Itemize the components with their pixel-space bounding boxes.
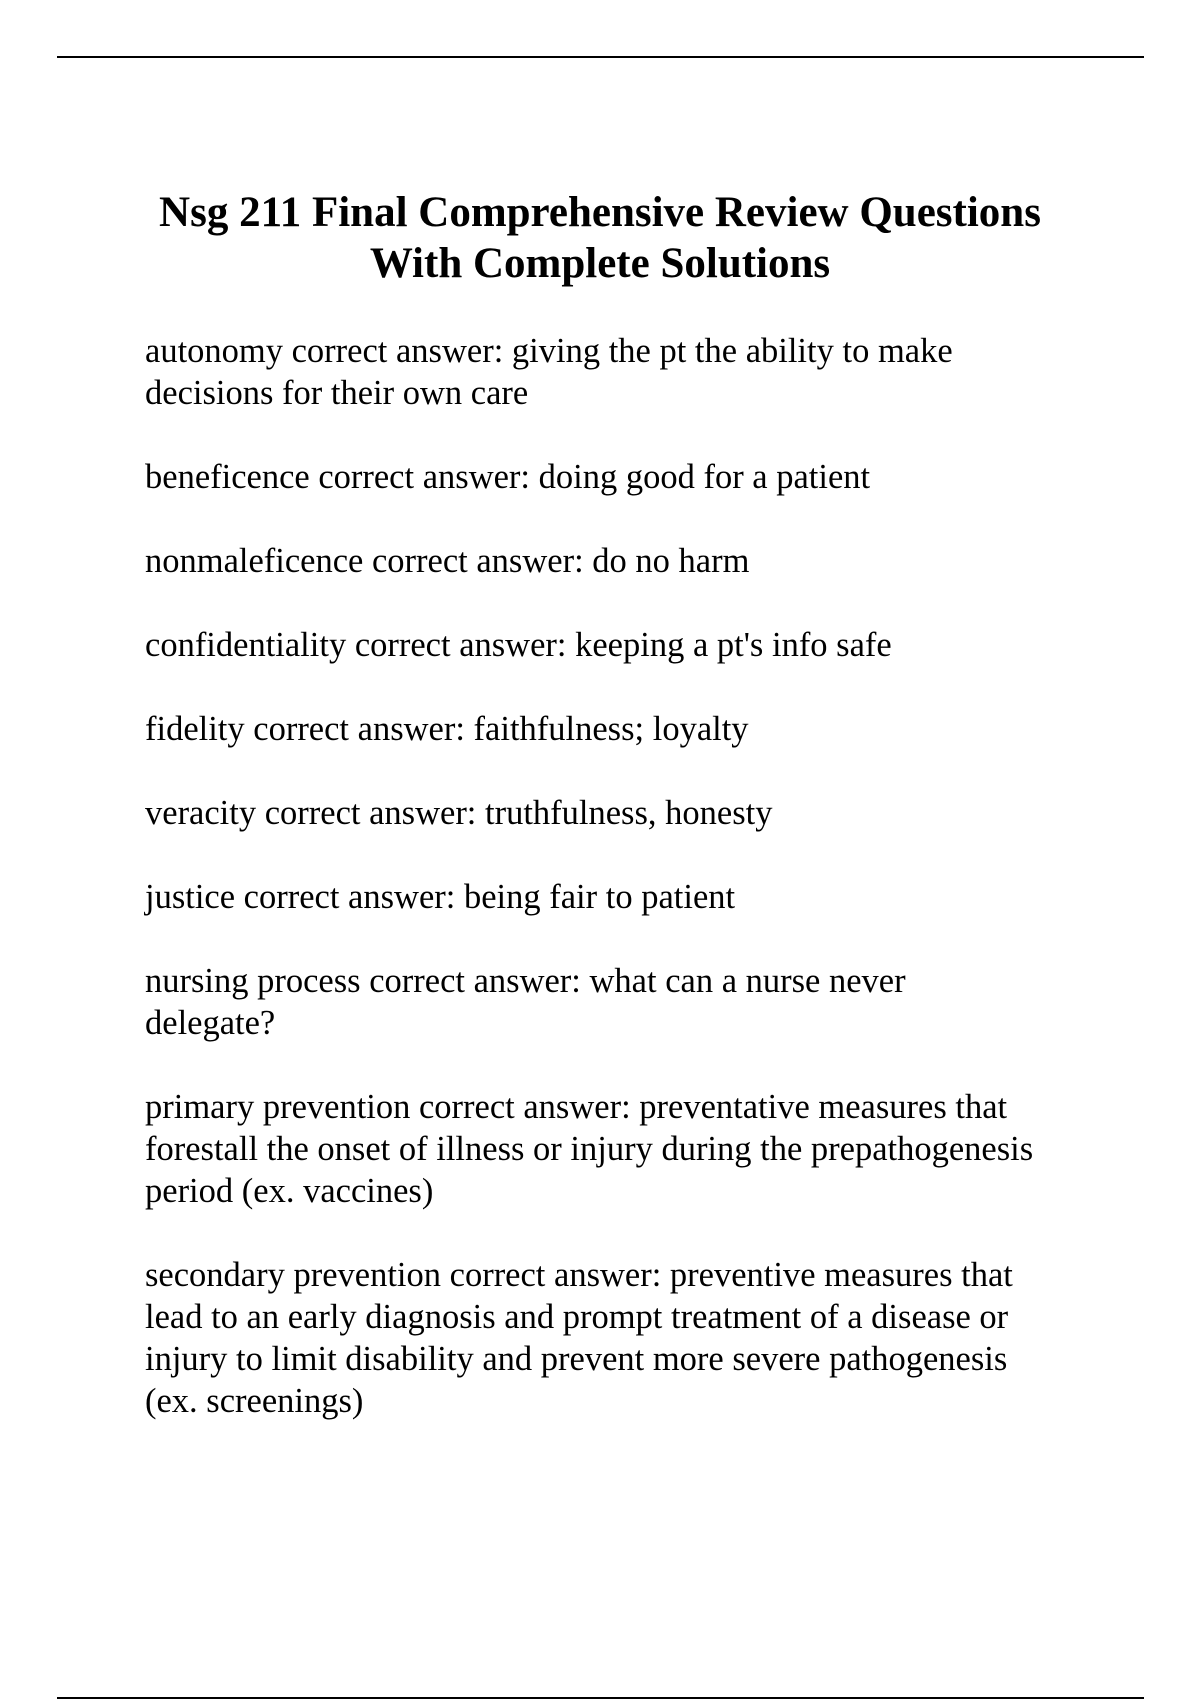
qa-line: lead to an early diagnosis and prompt treatment of a disease or [145,1298,1009,1336]
qa-line: veracity correct answer: truthfulness, honesty [145,794,773,832]
qa-line: decisions for their own care [145,374,529,412]
qa-item-confidentiality [145,624,1095,666]
title-line: Nsg 211 Final Comprehensive Review Questions [159,189,1041,236]
qa-item-autonomy [145,330,1095,414]
qa-line: injury to limit disability and prevent more severe pathogenesis [145,1340,1008,1378]
title-line: With Complete Solutions [369,240,831,287]
qa-line: fidelity correct answer: faithfulness; loyalty [145,710,749,748]
qa-line: forestall the onset of illness or injury during the prepathogenesis [145,1130,1034,1168]
qa-line: nonmaleficence correct answer: do no harm [145,542,750,580]
qa-line: beneficence correct answer: doing good for a patient [145,458,871,496]
qa-item-veracity [145,792,1095,834]
qa-item-justice [145,876,1095,918]
qa-item-beneficence [145,456,1095,498]
qa-line: primary prevention correct answer: preventative measures that [145,1088,1008,1126]
qa-item-fidelity [145,708,1095,750]
qa-line: (ex. screenings) [145,1382,364,1420]
qa-list [145,330,1095,1464]
top-rule [57,56,1144,58]
qa-line: nursing process correct answer: what can a nurse never [145,962,906,1000]
qa-item-nursing-process [145,960,1095,1044]
qa-line: confidentiality correct answer: keeping a pt's info safe [145,626,892,664]
bottom-rule [57,1697,1144,1699]
qa-line: secondary prevention correct answer: preventive measures that [145,1256,1013,1294]
page-title [0,187,1200,289]
qa-line: autonomy correct answer: giving the pt the ability to make [145,332,953,370]
qa-line: justice correct answer: being fair to patient [145,878,736,916]
qa-item-nonmaleficence [145,540,1095,582]
qa-line: period (ex. vaccines) [145,1172,434,1210]
qa-line: delegate? [145,1004,276,1042]
qa-item-primary-prevention [145,1086,1095,1212]
qa-item-secondary-prevention [145,1254,1095,1422]
